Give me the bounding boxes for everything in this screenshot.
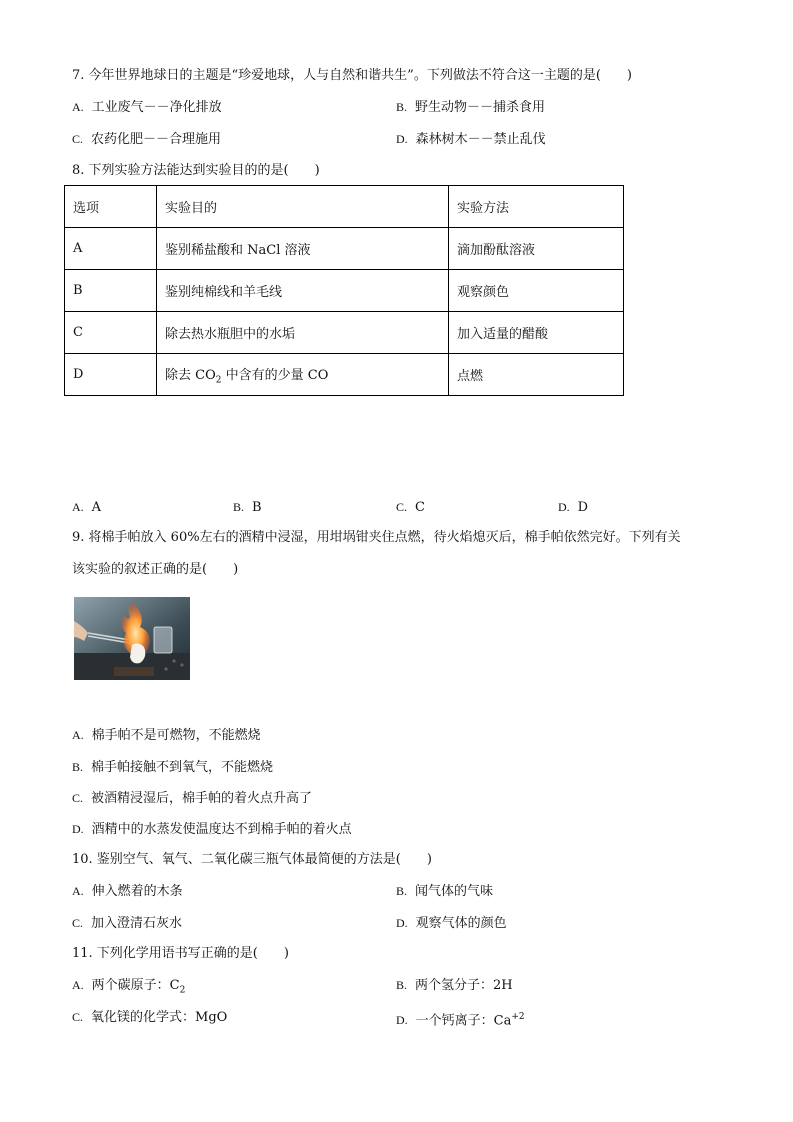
table-cell: B	[65, 270, 157, 312]
question-9-stem-line-2: 该实验的叙述正确的是( )	[72, 562, 239, 577]
option-text: 被酒精浸湿后，棉手帕的着火点升高了	[91, 791, 313, 806]
formula-subscript: 2	[215, 375, 222, 386]
table-row	[65, 270, 624, 312]
q8-option-b[interactable]	[233, 498, 262, 517]
option-text: 两个碳原子：C	[91, 978, 180, 993]
q7-option-c[interactable]	[72, 130, 221, 149]
q7-option-a[interactable]	[72, 98, 222, 117]
q8-option-a[interactable]	[72, 498, 101, 517]
option-label: A.	[72, 728, 84, 742]
option-label: B.	[396, 100, 408, 114]
question-8-stem: 8. 下列实验方法能达到实验目的的是( )	[72, 163, 320, 178]
option-text: 闻气体的气味	[415, 884, 494, 899]
option-text: 一个钙离子：Ca	[415, 1013, 512, 1029]
option-text: 棉手帕不是可燃物，不能燃烧	[91, 728, 261, 743]
option-label: C.	[72, 132, 84, 146]
table-cell: C	[65, 312, 157, 354]
table-header-cell: 实验目的	[157, 186, 449, 228]
table-row	[65, 228, 624, 270]
q8-option-c[interactable]	[396, 498, 425, 517]
table-header-row	[65, 186, 624, 228]
q11-option-c[interactable]	[72, 1008, 227, 1027]
q10-option-d[interactable]	[396, 914, 507, 933]
formula-text: 除去 CO	[165, 367, 216, 383]
option-label: A.	[72, 100, 84, 114]
table-cell: 鉴别纯棉线和羊毛线	[157, 270, 449, 312]
table-cell: 滴加酚酞溶液	[449, 228, 624, 270]
option-label: B.	[72, 760, 84, 774]
option-text: 酒精中的水蒸发使温度达不到棉手帕的着火点	[91, 822, 352, 837]
q7-option-b[interactable]	[396, 98, 545, 117]
question-10-stem: 10. 鉴别空气、氧气、二氧化碳三瓶气体最简便的方法是( )	[72, 852, 432, 867]
option-label: C.	[396, 500, 408, 514]
table-row	[65, 354, 624, 396]
q10-option-c[interactable]	[72, 914, 182, 933]
option-text: 野生动物－－捕杀食用	[415, 100, 546, 115]
option-label: B.	[396, 884, 408, 898]
q9-option-d[interactable]	[72, 820, 352, 839]
q9-option-c[interactable]	[72, 789, 312, 808]
option-text: 棉手帕接触不到氧气，不能燃烧	[91, 760, 274, 775]
question-11-stem: 11. 下列化学用语书写正确的是( )	[72, 946, 289, 961]
experiment-table	[64, 185, 624, 396]
q11-option-b[interactable]	[396, 976, 513, 995]
table-cell: A	[65, 228, 157, 270]
option-subscript: 2	[179, 985, 186, 996]
option-label: D.	[396, 132, 408, 146]
option-text: D	[577, 500, 589, 515]
question-7-stem: 7. 今年世界地球日的主题是“珍爱地球，人与自然和谐共生”。下列做法不符合这一主题的是( )	[72, 68, 632, 83]
option-label: C.	[72, 1010, 84, 1024]
option-text: 氧化镁的化学式：MgO	[91, 1010, 228, 1025]
option-text: 森林树木－－禁止乱伐	[415, 132, 546, 147]
q11-option-d[interactable]	[396, 1008, 525, 1030]
option-label: D.	[72, 822, 84, 836]
option-label: A.	[72, 884, 84, 898]
q10-option-b[interactable]	[396, 882, 493, 901]
option-text: 伸入燃着的木条	[91, 884, 183, 899]
table-cell: D	[65, 354, 157, 396]
option-text: 两个氢分子：2H	[415, 978, 513, 993]
question-9-stem-line-1: 9. 将棉手帕放入 60%左右的酒精中浸湿，用坩埚钳夹住点燃，待火焰熄灭后，棉手帕依然完好。下列有关	[72, 530, 681, 545]
option-text: B	[252, 500, 262, 515]
q7-option-d[interactable]	[396, 130, 546, 149]
q10-option-a[interactable]	[72, 882, 183, 901]
option-text: C	[415, 500, 425, 515]
table-cell: 加入适量的醋酸	[449, 312, 624, 354]
table-row	[65, 312, 624, 354]
table-cell: 鉴别稀盐酸和 NaCl 溶液	[157, 228, 449, 270]
option-label: A.	[72, 978, 84, 992]
option-label: A.	[72, 500, 84, 514]
table-cell: 观察颜色	[449, 270, 624, 312]
table-cell: 点燃	[449, 354, 624, 396]
option-text: 工业废气－－净化排放	[91, 100, 222, 115]
option-label: B.	[233, 500, 245, 514]
option-label: C.	[72, 916, 84, 930]
q9-option-b[interactable]	[72, 758, 273, 777]
option-label: C.	[72, 791, 84, 805]
option-text: 观察气体的颜色	[415, 916, 507, 931]
burning-handkerchief-photo	[74, 597, 190, 680]
option-label: D.	[558, 500, 570, 514]
option-label: B.	[396, 978, 408, 992]
option-text: 农药化肥－－合理施用	[91, 132, 222, 147]
table-header-cell: 选项	[65, 186, 157, 228]
table-header-cell: 实验方法	[449, 186, 624, 228]
option-text: A	[91, 500, 102, 515]
table-cell-formula	[157, 354, 449, 396]
option-label: D.	[396, 1013, 408, 1028]
q11-option-a[interactable]	[72, 976, 185, 1000]
option-text: 加入澄清石灰水	[91, 916, 183, 931]
formula-text: 中含有的少量 CO	[221, 367, 329, 383]
option-superscript: +2	[511, 1012, 525, 1022]
q8-option-d[interactable]	[558, 498, 588, 517]
q9-option-a[interactable]	[72, 726, 261, 745]
table-cell: 除去热水瓶胆中的水垢	[157, 312, 449, 354]
option-label: D.	[396, 916, 408, 930]
